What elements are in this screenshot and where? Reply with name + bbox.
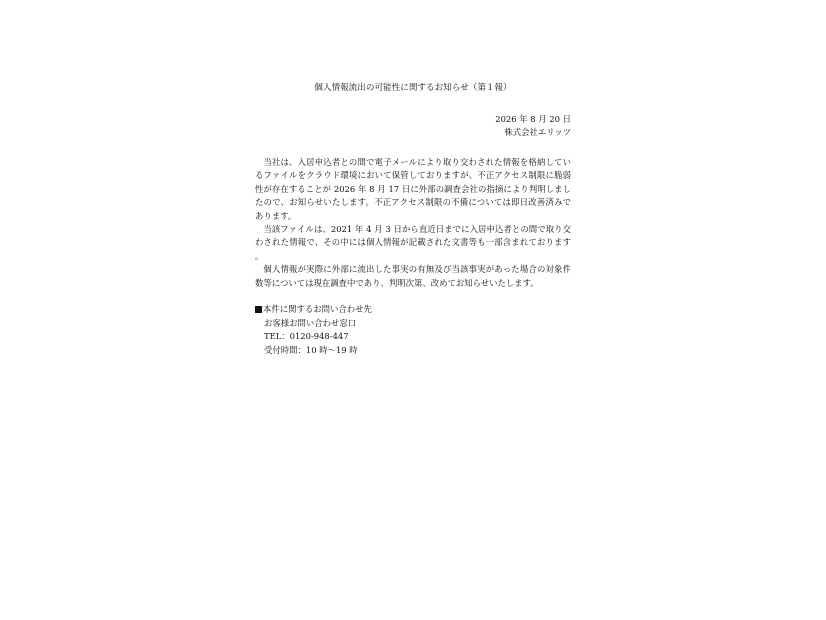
body-paragraph: 当該ファイルは、2021 年 4 月 3 日から直近日までに入居申込者との間で取り交わされた情報で、その中には個人情報が記載された文書等も一部含まれております。	[255, 224, 571, 261]
black-square-bullet-icon	[255, 306, 262, 313]
contact-heading: 本件に関するお問い合わせ先	[263, 304, 372, 315]
contact-desk: お客様お問い合わせ窓口	[264, 317, 357, 328]
date-block	[255, 113, 571, 139]
notice-body	[255, 156, 571, 290]
notice-document	[255, 82, 571, 357]
issue-date: 2026 年 8 月 20 日	[495, 114, 571, 124]
company-name: 株式会社エリッツ	[504, 127, 571, 137]
contact-tel: TEL：0120-948-447	[264, 331, 349, 342]
contact-hours: 受付時間：10 時～19 時	[264, 344, 358, 355]
body-paragraph: 個人情報が実際に外部に流出した事実の有無及び当該事実があった場合の対象件数等については現在調査中であり、判明次第、改めてお知らせいたします。	[255, 264, 571, 288]
body-paragraph: 当社は、入居申込者との間で電子メールにより取り交わされた情報を格納しているファイルをクラウド環境において保管しておりますが、不正アクセス制限に脆弱性が存在することが 2026 年 8 月 17 日に外部の調査会社の指摘により判明しましたので、お知らせいたします。不正アクセス制限の不備については即日改善済みであります。	[255, 157, 571, 221]
document-title: 個人情報流出の可能性に関するお知らせ（第１報）	[314, 83, 512, 93]
contact-section	[255, 303, 571, 357]
contact-heading-row	[255, 303, 571, 317]
